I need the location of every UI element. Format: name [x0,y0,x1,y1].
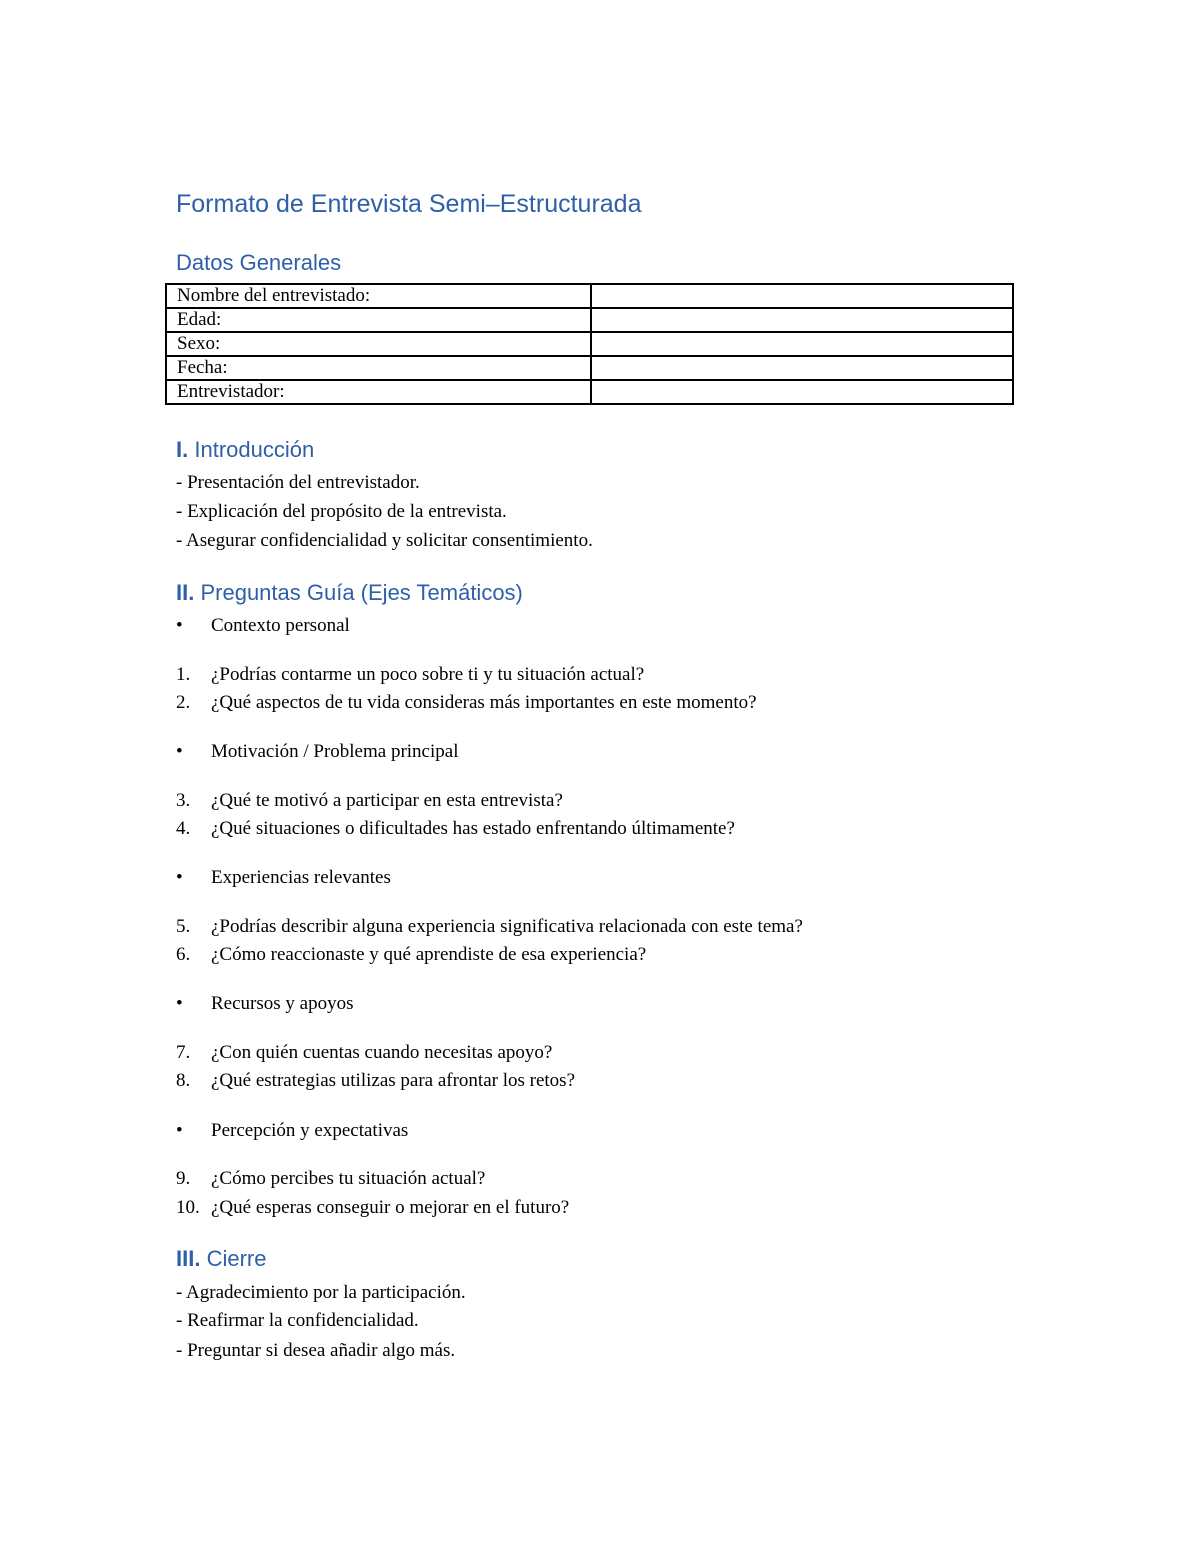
topic-label: Percepción y expectativas [211,1120,409,1141]
table-row [166,356,1013,380]
document-title: Formato de Entrevista Semi–Estructurada [176,190,642,218]
question-text: ¿Con quién cuentas cuando necesitas apoyo? [211,1042,553,1063]
table-cell-value[interactable] [591,284,1013,308]
question-number: 8. [176,1070,191,1091]
question-text: ¿Podrías contarme un poco sobre ti y tu situación actual? [211,664,645,685]
question-text: ¿Podrías describir alguna experiencia significativa relacionada con este tema? [211,916,803,937]
list-item: - Reafirmar la confidencialidad. [176,1310,419,1331]
question-number: 4. [176,818,191,839]
topic-label: Contexto personal [211,615,350,636]
question-text: ¿Qué te motivó a participar en esta entrevista? [211,790,563,811]
preguntas-heading [176,580,523,606]
section-number: III. [176,1246,201,1271]
datos-generales-table [165,283,1014,405]
question-text: ¿Qué esperas conseguir o mejorar en el futuro? [211,1197,570,1218]
topic-label: Motivación / Problema principal [211,741,459,762]
question-text: ¿Qué aspectos de tu vida consideras más importantes en este momento? [211,692,757,713]
table-cell-label: Sexo: [166,332,591,356]
table-row [166,380,1013,404]
question-text: ¿Cómo percibes tu situación actual? [211,1168,486,1189]
bullet-icon: • [176,741,183,762]
list-item: - Preguntar si desea añadir algo más. [176,1340,456,1361]
topic-label: Experiencias relevantes [211,867,391,888]
question-number: 10. [176,1197,200,1218]
introduccion-heading [176,437,314,463]
list-item: - Agradecimiento por la participación. [176,1282,466,1303]
bullet-icon: • [176,993,183,1014]
question-number: 7. [176,1042,191,1063]
question-number: 9. [176,1168,191,1189]
question-number: 1. [176,664,191,685]
table-row [166,284,1013,308]
question-text: ¿Qué estrategias utilizas para afrontar los retos? [211,1070,576,1091]
table-row [166,308,1013,332]
bullet-icon: • [176,1120,183,1141]
list-item: - Explicación del propósito de la entrevista. [176,501,507,522]
section-number: I. [176,437,189,462]
question-text: ¿Qué situaciones o dificultades has estado enfrentando últimamente? [211,818,735,839]
cierre-heading [176,1246,266,1272]
list-item: - Asegurar confidencialidad y solicitar consentimiento. [176,530,593,551]
bullet-icon: • [176,615,183,636]
table-row [166,332,1013,356]
question-number: 3. [176,790,191,811]
table-cell-value[interactable] [591,380,1013,404]
table-cell-label: Entrevistador: [166,380,591,404]
question-number: 5. [176,916,191,937]
section-title: Preguntas Guía (Ejes Temáticos) [200,580,523,605]
section-number: II. [176,580,195,605]
question-number: 6. [176,944,191,965]
table-cell-value[interactable] [591,308,1013,332]
table-cell-label: Nombre del entrevistado: [166,284,591,308]
section-title: Introducción [194,437,315,462]
question-number: 2. [176,692,191,713]
bullet-icon: • [176,867,183,888]
table-cell-label: Fecha: [166,356,591,380]
topic-label: Recursos y apoyos [211,993,354,1014]
question-text: ¿Cómo reaccionaste y qué aprendiste de esa experiencia? [211,944,647,965]
table-cell-label: Edad: [166,308,591,332]
list-item: - Presentación del entrevistador. [176,472,420,493]
section-title: Cierre [206,1246,267,1271]
datos-generales-heading: Datos Generales [176,250,342,275]
table-cell-value[interactable] [591,332,1013,356]
table-cell-value[interactable] [591,356,1013,380]
